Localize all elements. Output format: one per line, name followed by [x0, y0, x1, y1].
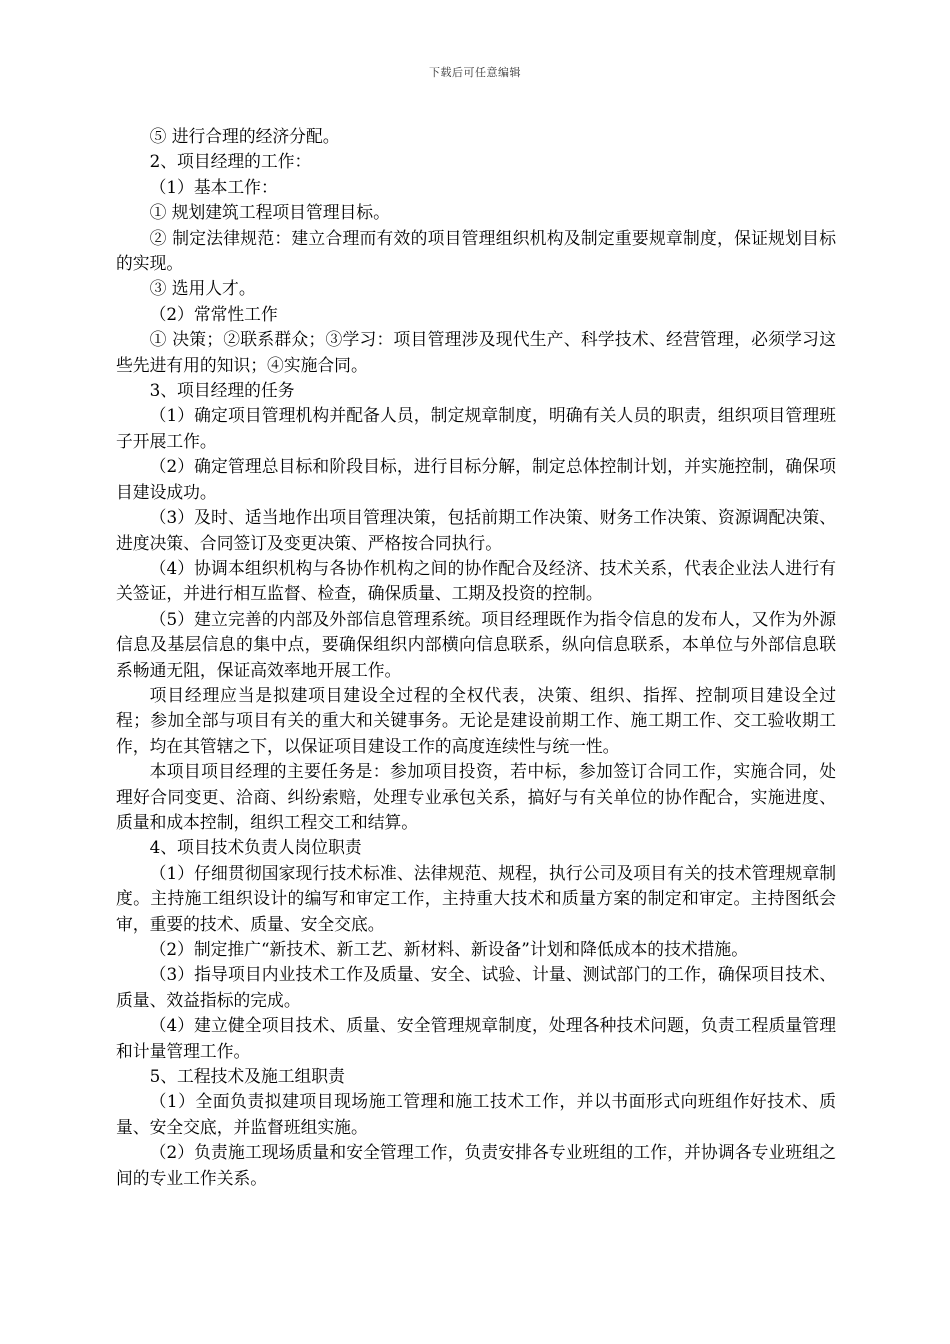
section-heading: 4、项目技术负责人岗位职责	[149, 837, 362, 858]
section-heading: 2、项目经理的工作：	[149, 151, 312, 172]
section-heading: 5、工程技术及施工组职责	[149, 1066, 345, 1087]
paragraph: （1）仔细贯彻国家现行技术标准、法律规范、规程，执行公司及项目有关的技术管理规章制度。主持施工组织设计的编写和审定工作，主持重大技术和质量方案的制定和审定。主持图纸会审，重要的技术、质量、安全交底。	[116, 862, 836, 934]
paragraph: ① 规划建筑工程项目管理目标。	[149, 202, 390, 223]
paragraph: （1）确定项目管理机构并配备人员，制定规章制度，明确有关人员的职责，组织项目管理班子开展工作。	[116, 405, 836, 451]
paragraph: （4）协调本组织机构与各协作机构之间的协作配合及经济、技术关系，代表企业法人进行有关签证，并进行相互监督、检查，确保质量、工期及投资的控制。	[116, 557, 836, 604]
paragraph: （3）及时、适当地作出项目管理决策，包括前期工作决策、财务工作决策、资源调配决策、进度决策、合同签订及变更决策、严格按合同执行。	[116, 507, 836, 553]
paragraph: 项目经理应当是拟建项目建设全过程的全权代表，决策、组织、指挥、控制项目建设全过程；参加全部与项目有关的重大和关键事务。无论是建设前期工作、施工期工作、交工验收期工作，均在其管辖之下，以保证项目建设工作的高度连续性与统一性。	[116, 684, 836, 756]
paragraph: （3）指导项目内业技术工作及质量、安全、试验、计量、测试部门的工作，确保项目技术、质量、效益指标的完成。	[116, 964, 836, 1010]
paragraph: （2）制定推广“新技术、新工艺、新材料、新设备”计划和降低成本的技术措施。	[149, 939, 748, 959]
paragraph: 本项目项目经理的主要任务是：参加项目投资，若中标，参加签订合同工作，实施合同，处理好合同变更、洽商、纠纷索赔，处理专业承包关系，搞好与有关单位的协作配合，实施进度、质量和成本控制，组织工程交工和结算。	[116, 761, 836, 832]
subsection-heading: （1）基本工作：	[149, 176, 278, 197]
paragraph: （2）确定管理总目标和阶段目标，进行目标分解，制定总体控制计划，并实施控制，确保项目建设成功。	[116, 456, 836, 502]
paragraph: （1）全面负责拟建项目现场施工管理和施工技术工作，并以书面形式向班组作好技术、质量、安全交底，并监督班组实施。	[116, 1091, 836, 1137]
document-body	[116, 124, 836, 1191]
paragraph: （2）负责施工现场质量和安全管理工作，负责安排各专业班组的工作，并协调各专业班组之间的专业工作关系。	[116, 1142, 836, 1188]
page-header-note: 下载后可任意编辑	[429, 66, 521, 79]
subsection-heading: （2）常常性工作	[149, 303, 278, 324]
paragraph: ② 制定法律规范：建立合理而有效的项目管理组织机构及制定重要规章制度，保证规划目标的实现。	[116, 227, 836, 274]
paragraph: （4）建立健全项目技术、质量、安全管理规章制度，处理各种技术问题，负责工程质量管理和计量管理工作。	[116, 1015, 836, 1061]
paragraph: （5）建立完善的内部及外部信息管理系统。项目经理既作为指令信息的发布人，又作为外源信息及基层信息的集中点，要确保组织内部横向信息联系，纵向信息联系，本单位与外部信息联系畅通无阻，保证高效率地开展工作。	[116, 608, 836, 680]
paragraph: ① 决策；②联系群众；③学习：项目管理涉及现代生产、科学技术、经营管理，必须学习这些先进有用的知识；④实施合同。	[116, 329, 836, 375]
section-heading: 3、项目经理的任务	[149, 380, 295, 401]
paragraph: ③ 选用人才。	[149, 278, 256, 299]
paragraph: ⑤ 进行合理的经济分配。	[149, 126, 340, 146]
